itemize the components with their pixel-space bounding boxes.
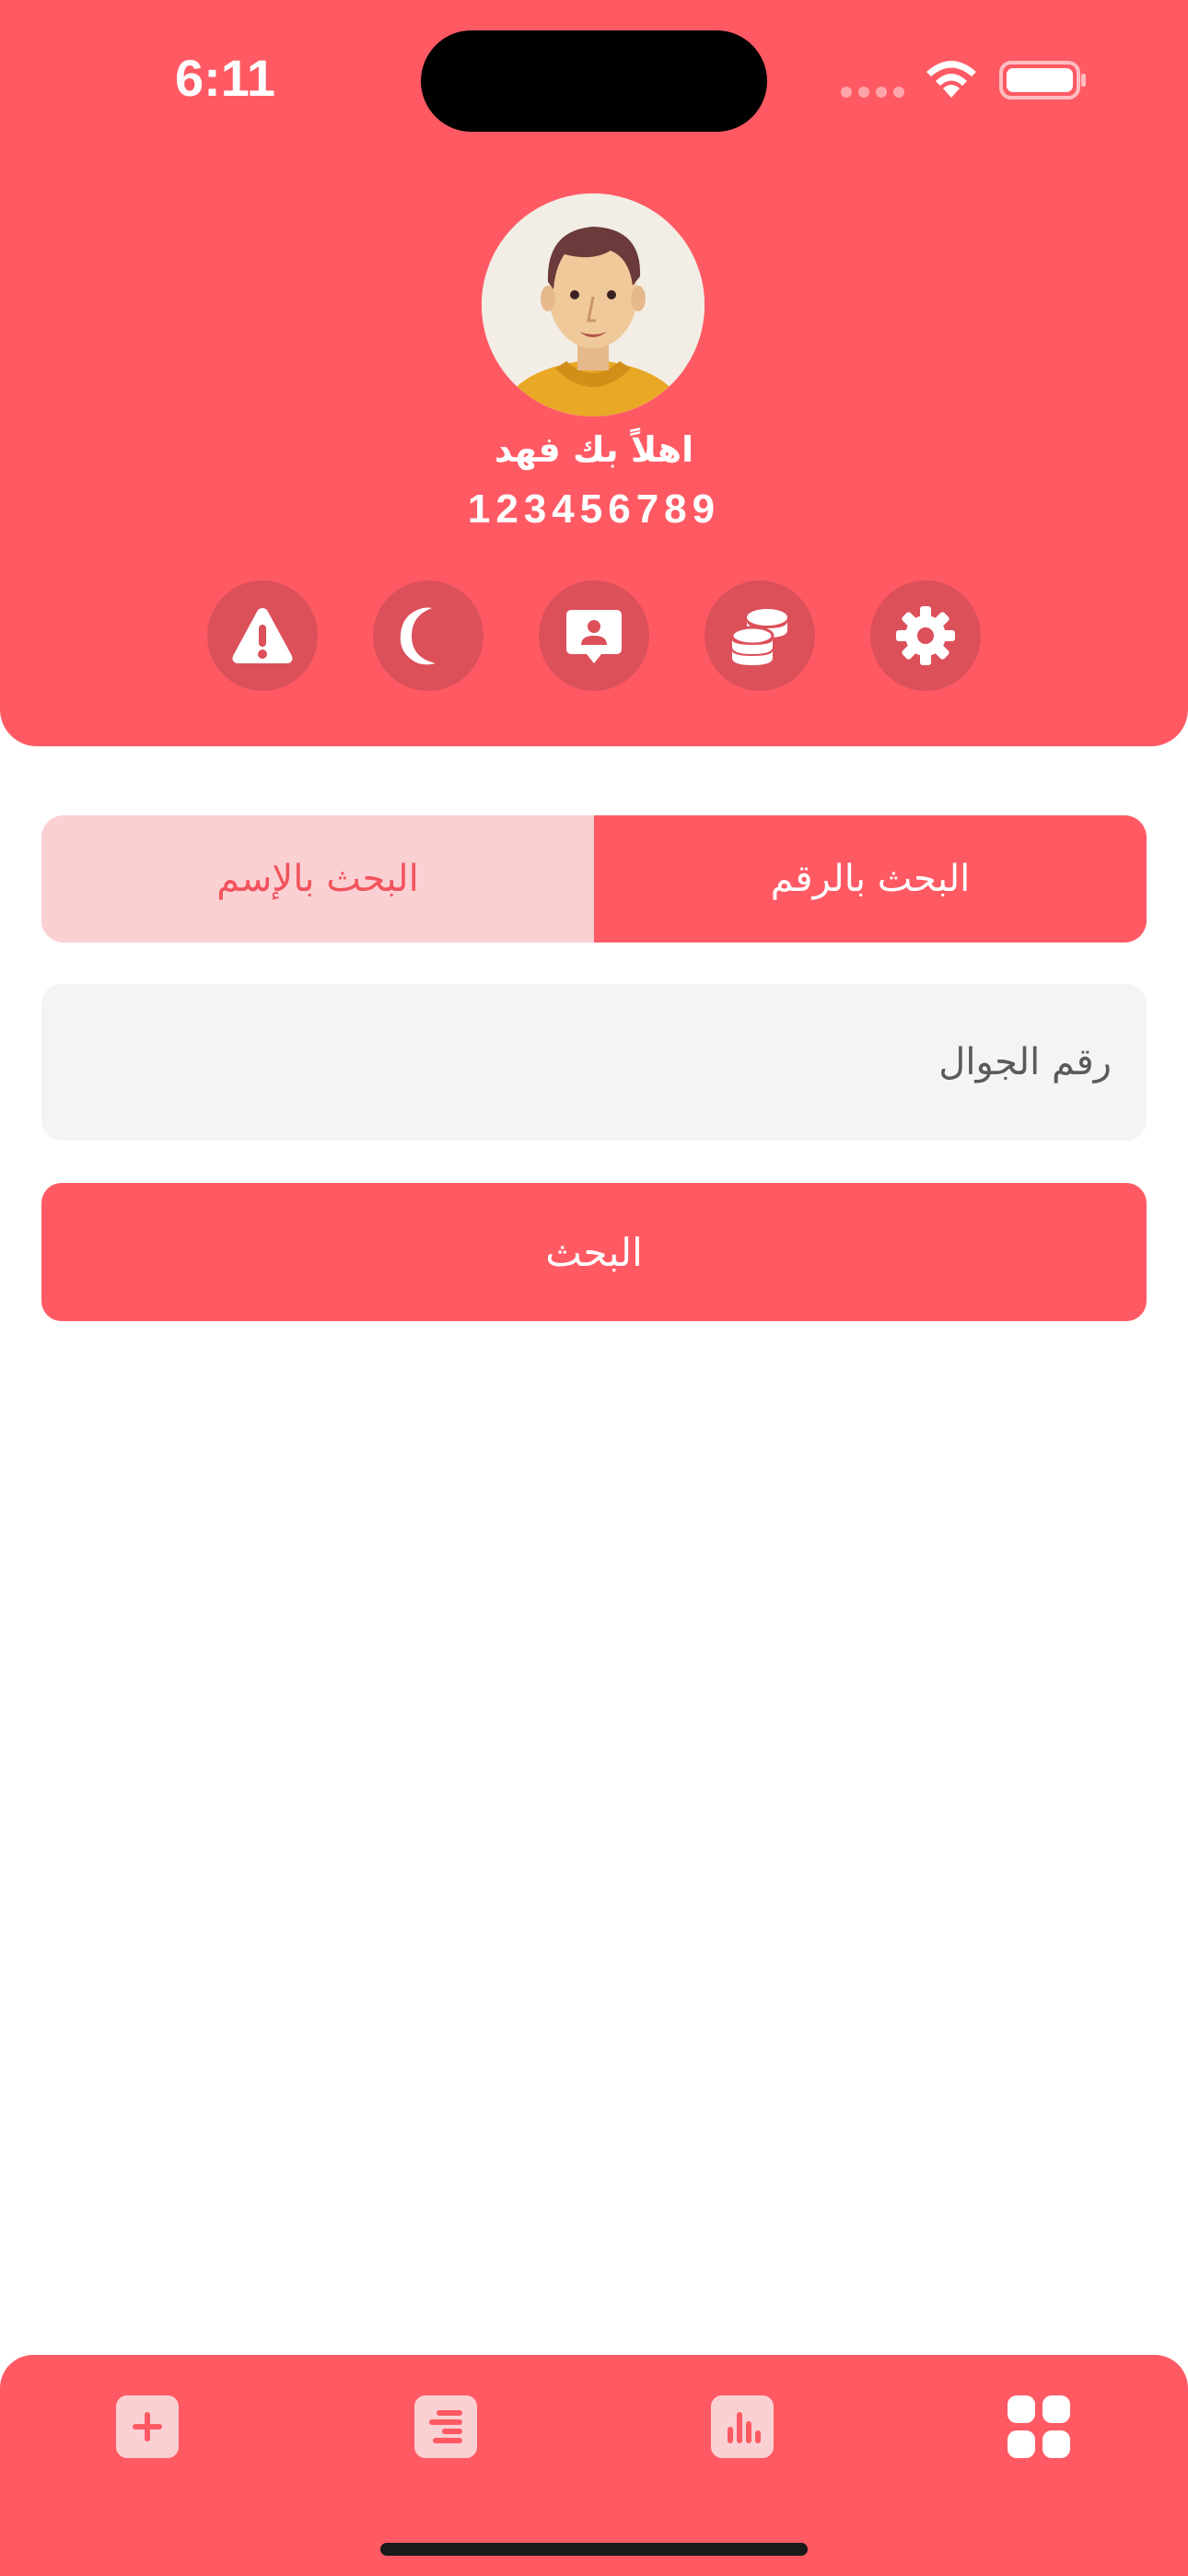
tab-dashboard[interactable] (1007, 2395, 1070, 2458)
wifi-icon (923, 55, 980, 100)
tab-add[interactable] (116, 2395, 179, 2458)
warning-icon (229, 603, 296, 669)
home-indicator (380, 2543, 808, 2556)
tab-statistics[interactable] (711, 2395, 774, 2458)
settings-button[interactable] (870, 580, 981, 691)
tab-search-by-number[interactable]: البحث بالرقم (594, 815, 1147, 943)
tab-list[interactable] (414, 2395, 477, 2458)
coins-icon (727, 603, 793, 669)
search-mode-tabs (41, 815, 1147, 943)
grid-icon (1007, 2395, 1070, 2458)
avatar[interactable] (482, 193, 705, 416)
avatar-illustration (482, 193, 705, 416)
dark-mode-button[interactable] (373, 580, 483, 691)
contact-card-icon (561, 603, 627, 669)
user-number: 123456789 (467, 486, 721, 532)
bar-chart-icon (711, 2395, 774, 2458)
phone-number-input[interactable] (41, 984, 1147, 1141)
status-time: 6:11 (175, 49, 275, 107)
greeting-text: اهلاً بك فهد (494, 429, 694, 470)
contact-button[interactable] (539, 580, 649, 691)
cellular-signal-icon (841, 87, 905, 98)
list-icon (414, 2395, 477, 2458)
dynamic-island (421, 30, 767, 132)
alert-button[interactable] (207, 580, 318, 691)
gear-icon (892, 603, 959, 669)
search-button[interactable]: البحث (41, 1183, 1147, 1321)
tab-search-by-name[interactable]: البحث بالإسم (41, 815, 594, 943)
plus-icon (116, 2395, 179, 2458)
moon-icon (395, 603, 461, 669)
coins-button[interactable] (705, 580, 815, 691)
battery-icon (999, 61, 1088, 100)
